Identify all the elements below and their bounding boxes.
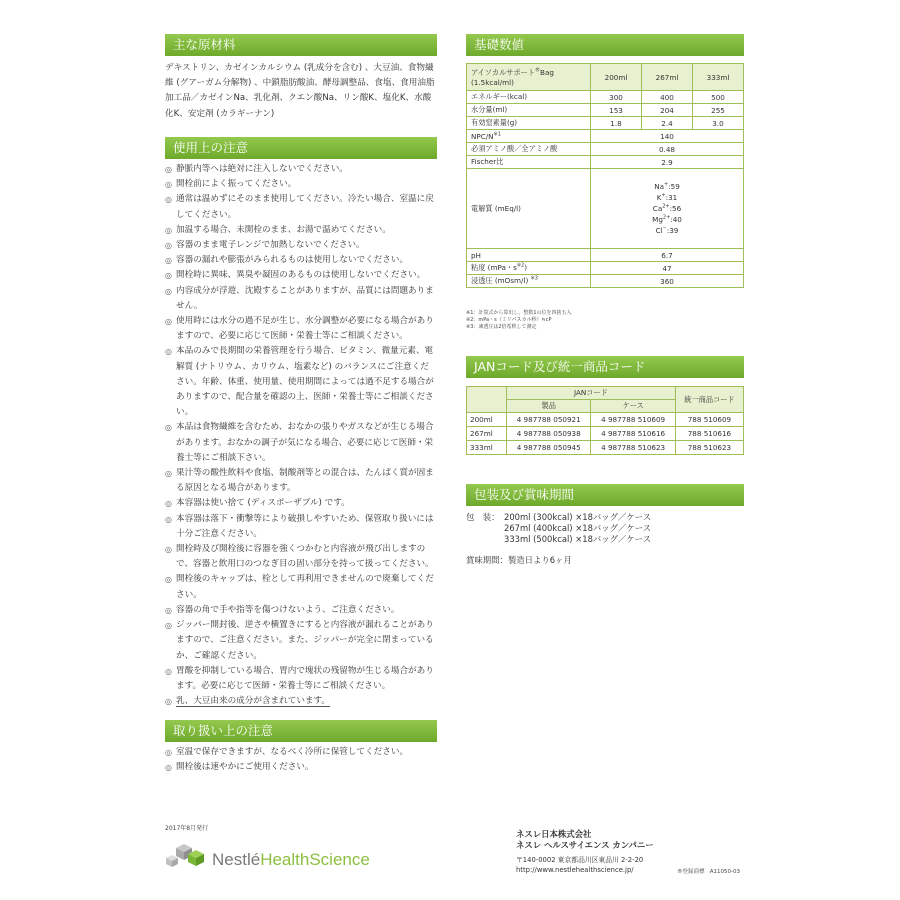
list-item: ◎ 通常は温めずにそのまま使用してください。冷たい場合、室温に戻してください。 (165, 194, 434, 220)
basic-values-heading: 基礎数値 (466, 34, 744, 56)
bullet-icon: ◎ (165, 241, 172, 251)
handling-heading: 取り扱い上の注意 (165, 720, 437, 742)
electrolyte-item: Cl−:39 (655, 225, 679, 235)
bullet-icon: ◎ (165, 180, 172, 190)
cube-logo-icon (162, 838, 208, 874)
basic-footnotes: ※1：計算式から算出し、整数1の位を四捨五入 ※2：mPa・s（ミリパスカル秒）≒cP ※3：凍透圧は2倍希釈して測定 (466, 310, 572, 330)
list-item: ◎ 本容器は使い捨て (ディスポーザブル) です。 (165, 496, 437, 511)
list-item: ◎ ジッパー開封後、逆さや横置きにすると内容液が漏れることがありますので、ご注意ください。また、ジッパーが完全に閉まっているか、ご確認ください。 (165, 620, 434, 661)
company-address: 〒140-0002 東京都品川区東品川 2-2-20 http://www.nestlehealthscience.jp/ (516, 856, 644, 874)
list-item: ◎ 容器のまま電子レンジで加熱しないでください。 (165, 238, 437, 253)
table-row: 有効窒素量(g) 1.8 2.4 3.0 (467, 117, 744, 130)
electrolyte-item: Na+:59 (654, 181, 680, 191)
packaging-info: 包 装： 200ml (300kcal) ×18バッグ／ケース 267ml (400kcal) ×18バッグ／ケース 333ml (500kcal) ×18バッグ／ケース 賞味期間：製造日より6ヶ月 (466, 512, 744, 566)
table-row: pH 6.7 (467, 249, 744, 262)
table-row: 200ml 4 987788 050921 4 987788 510609 788 510609 (467, 413, 744, 427)
bullet-icon: ◎ (165, 317, 172, 327)
list-item: ◎ 加温する場合、未開栓のまま、お湯で温めてください。 (165, 223, 437, 238)
product-name-cell: アイソカルサポート®Bag (1.5kcal/ml) (467, 64, 591, 91)
list-item: ◎ 胃酸を抑制している場合、胃内で塊状の残留物が生じる場合があります。必要に応じて医師・栄養士等にご相談ください。 (165, 665, 434, 691)
list-item: ◎ 開栓時及び開栓後に容器を強くつかむと内容液が飛び出しますので、容器と飲用口のつなぎ目の固い部分を持って扱ってください。 (165, 544, 434, 570)
bullet-icon: ◎ (165, 469, 172, 479)
bullet-icon: ◎ (165, 763, 172, 773)
table-row: 浸透圧 (mOsm/l) $^{※3}$ 360 (467, 275, 744, 288)
bullet-icon: ◎ (165, 256, 172, 266)
bullet-icon: ◎ (165, 347, 172, 357)
electrolyte-item: $Mg^{2+}:40$ (652, 214, 682, 224)
handling-notes-list (165, 745, 437, 775)
col-header-200: 200ml (591, 64, 642, 91)
brand-wordmark: NestléHealthScience (212, 850, 370, 869)
bullet-icon: ◎ (165, 605, 172, 615)
table-row: Fischer比 2.9 (467, 156, 744, 169)
list-item: ◎ 開栓後のキャップは、栓として再利用できませんので廃棄してください。 (165, 574, 434, 600)
table-row: 水分量(ml) 153 204 255 (467, 104, 744, 117)
table-row: 製品 ケース (467, 400, 744, 413)
bullet-icon: ◎ (165, 666, 172, 676)
usage-heading: 使用上の注意 (165, 137, 437, 159)
bullet-icon: ◎ (165, 697, 172, 707)
col-header-267: 267ml (642, 64, 693, 91)
bullet-icon: ◎ (165, 514, 172, 524)
table-row: NPC/$N^{※1}$ 140 (467, 130, 744, 143)
company-url[interactable]: http://www.nestlehealthscience.jp/ (516, 866, 634, 874)
jan-table-wrap (466, 386, 744, 455)
list-item: ◎ 開栓時に異味、異臭や凝固のあるものは使用しないでください。 (165, 268, 437, 283)
table-row: 粘度 (mPa・$s^{※2}$) 47 (467, 262, 744, 275)
issue-date: 2017年8月発行 (165, 825, 209, 832)
trademark-note: ®登録商標 A11050-03 (677, 869, 741, 875)
packaging-heading: 包装及び賞味期間 (466, 484, 744, 506)
bullet-icon: ◎ (165, 195, 172, 205)
ingredients-heading: 主な原材料 (165, 34, 437, 56)
bullet-icon: ◎ (165, 621, 172, 631)
table-row: 267ml 4 987788 050938 4 987788 510616 788 510616 (467, 427, 744, 441)
list-item: ◎ 本品のみで長期間の栄養管理を行う場合、ビタミン、微量元素、電解質 (ナトリウム、カリウム、塩素など) のバランスにご注意ください。年齢、体重、使用量、使用期間によっては過不足する場合がありますので、配合量を確認の上、医師・栄養士等にご相談ください。 (165, 346, 434, 418)
list-item: ◎ 静脈内等へは絶対に注入しないでください。 (165, 162, 437, 177)
bullet-icon: ◎ (165, 499, 172, 509)
table-row: 333ml 4 987788 050945 4 987788 510623 788 510623 (467, 441, 744, 455)
table-row (467, 64, 744, 91)
bullet-icon: ◎ (165, 271, 172, 281)
col-header-333: 333ml (693, 64, 744, 91)
ingredients-text: デキストリン、カゼインカルシウム (乳成分を含む) 、大豆油、食物繊維 (グアーガム分解物) 、中鎖脂肪酸油、酵母調整品、食塩、食用油脂加工品／カゼインNa、乳化剤、クエン酸Na、リン酸K、塩化K、水酸化K、安定剤 (カラギーナン) (165, 63, 435, 119)
bullet-icon: ◎ (165, 423, 172, 433)
electrolyte-item: $Ca^{2+}:56$ (652, 203, 682, 213)
bullet-icon: ◎ (165, 286, 172, 296)
electrolyte-item: K+:31 (656, 192, 678, 202)
table-row: エネルギー(kcal) 300 400 500 (467, 91, 744, 104)
list-item: ◎ 使用時には水分の過不足が生じ、水分調整が必要になる場合がありますので、必要に応じて医師・栄養士等にご相談ください。 (165, 316, 434, 342)
bullet-icon: ◎ (165, 575, 172, 585)
list-item: ◎ 本品は食物繊維を含むため、おなかの張りやガスなどが生じる場合があります。おなかの調子が気になる場合、必要に応じて医師・栄養士等にご相談下さい。 (165, 422, 434, 463)
basic-values-table-wrap (466, 63, 744, 288)
company-name: ネスレ日本株式会社 ネスレ ヘルスサイエンス カンパニー (516, 829, 654, 850)
bullet-icon: ◎ (165, 545, 172, 555)
jan-table (466, 386, 744, 455)
list-item: ◎ 容器の角で手や指等を傷つけないよう、ご注意ください。 (165, 603, 437, 618)
usage-notes-list (165, 162, 437, 709)
bullet-icon: ◎ (165, 165, 172, 174)
table-row: 電解質 (mEq/l) Na+:59 K+:31 $Ca^{2+}:56$ $Mg^{2+}:40$ Cl−:39 (467, 169, 744, 249)
jan-heading: JANコード及び統一商品コード (466, 356, 744, 378)
list-item: ◎ 容器の漏れや膨張がみられるものは使用しないでください。 (165, 253, 437, 268)
electrolyte-values (591, 169, 744, 249)
table-row: 必須アミノ酸／全アミノ酸 0.48 (467, 143, 744, 156)
basic-values-table (466, 63, 744, 288)
list-item: ◎ 内容成分が浮遊、沈殿することがありますが、品質には問題ありません。 (165, 285, 434, 311)
bullet-icon: ◎ (165, 225, 172, 235)
shelf-life: 賞味期間：製造日より6ヶ月 (466, 555, 572, 565)
list-item: ◎ 開栓前によく振ってください。 (165, 177, 437, 192)
table-row: JANコード 統一商品コード (467, 387, 744, 400)
list-item: ◎ 室温で保存できますが、なるべく冷所に保管してください。 (165, 745, 437, 760)
list-item: ◎ 果汁等の酸性飲料や食塩、制酸剤等との混合は、たんぱく質が固まる原因となる場合があります。 (165, 468, 434, 494)
list-item: ◎ 乳、大豆由来の成分が含まれています。 (165, 694, 437, 709)
list-item: ◎ 開栓後は速やかにご使用ください。 (165, 760, 437, 775)
bullet-icon: ◎ (165, 748, 172, 757)
list-item: ◎ 本容器は落下・衝撃等により破損しやすいため、保管取り扱いには十分ご注意ください。 (165, 513, 434, 539)
nestle-health-science-logo (162, 838, 402, 878)
